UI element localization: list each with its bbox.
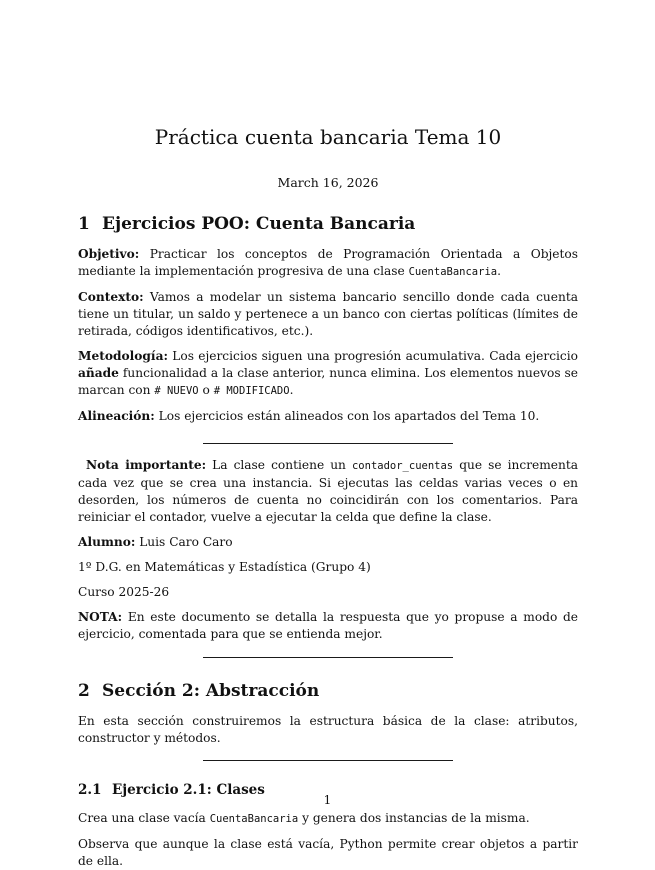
page-number: 1 [323,793,332,807]
objetivo-label: Objetivo: [78,247,140,261]
metodologia-bold: añade [78,366,119,380]
nota-importante-label: Nota importante: [86,458,207,472]
subsection-number: 2.1 [78,782,102,798]
metodologia-text-3: o [202,383,210,397]
horizontal-rule [203,657,453,658]
curso-paragraph: Curso 2025-26 [78,585,170,599]
section-number: 1 [78,214,90,234]
nota-importante-text-2: que se incrementa cada vez que se crea una instancia. Si ejecutas las celdas varias veces o en desorden, los números de cuenta no coincidirán con los comentarios. Para reiniciar el contador, vuelve a ejecutar la celda que define la clase. [78,458,579,524]
contador-cuentas-code: contador_cuentas [351,460,454,472]
section-number: 2 [78,681,90,701]
alumno-label: Alumno: [78,535,136,549]
section-title: Sección 2: Abstracción [102,681,320,701]
alineacion-paragraph [78,408,578,425]
class-name-code: CuentaBancaria [209,813,299,825]
metodologia-end: . [289,383,294,397]
horizontal-rule [203,443,453,444]
alineacion-text: Los ejercicios están alineados con los apartados del Tema 10. [158,409,540,423]
class-name-code: CuentaBancaria [408,266,498,278]
contexto-label: Contexto: [78,290,144,304]
subsection-title: Ejercicio 2.1: Clases [112,782,265,798]
section-title: Ejercicios POO: Cuenta Bancaria [102,214,416,234]
document-date: March 16, 2026 [277,175,379,190]
modificado-marker-code: # MODIFICADO [213,385,290,397]
page-content [78,124,578,870]
objetivo-text: Practicar los conceptos de Programación Orientada a Objetos mediante la implementación progresiva de una clase [78,247,578,278]
objetivo-end: . [497,264,501,278]
grado-paragraph: 1º D.G. en Matemáticas y Estadística (Grupo 4) [78,560,371,574]
section-heading-1 [78,213,578,235]
horizontal-rule [203,760,453,761]
nota-paragraph [78,609,578,643]
alumno-paragraph [78,534,578,551]
section-heading-2 [78,680,578,702]
metodologia-text-2: funcionalidad a la clase anterior, nunca elimina. Los elementos nuevos se marcan con [78,366,579,397]
objetivo-paragraph [78,246,578,281]
metodologia-label: Metodología: [78,349,168,363]
alumno-name: Luis Caro Caro [139,535,233,549]
nota-text: En este documento se detalla la respuesta que yo propuse a modo de ejercicio, comentada para que se entienda mejor. [78,610,578,641]
section-2-intro: En esta sección construiremos la estructura básica de la clase: atributos, constructor y métodos. [78,714,578,745]
exercise-text-1: Crea una clase vacía [78,811,206,825]
contexto-text: Vamos a modelar un sistema bancario sencillo donde cada cuenta tiene un titular, un saldo y pertenece a un banco con ciertas políticas (límites de retirada, códigos identificativos, etc.). [78,290,578,338]
metodologia-text-1: Los ejercicios siguen una progresión acumulativa. Cada ejercicio [172,349,578,363]
exercise-2-1-paragraph-1 [78,810,578,828]
exercise-2-1-paragraph-2: Observa que aunque la clase está vacía, Python permite crear objetos a partir de ella. [78,837,578,868]
document-title: Práctica cuenta bancaria Tema 10 [154,125,502,149]
exercise-text-2: y genera dos instancias de la misma. [302,811,530,825]
metodologia-paragraph [78,348,578,400]
nota-label: NOTA: [78,610,123,624]
nota-importante-text-1: La clase contiene un [212,458,346,472]
nota-importante-paragraph [78,457,578,526]
nuevo-marker-code: # NUEVO [154,385,199,397]
contexto-paragraph [78,289,578,340]
alineacion-label: Alineación: [78,409,155,423]
